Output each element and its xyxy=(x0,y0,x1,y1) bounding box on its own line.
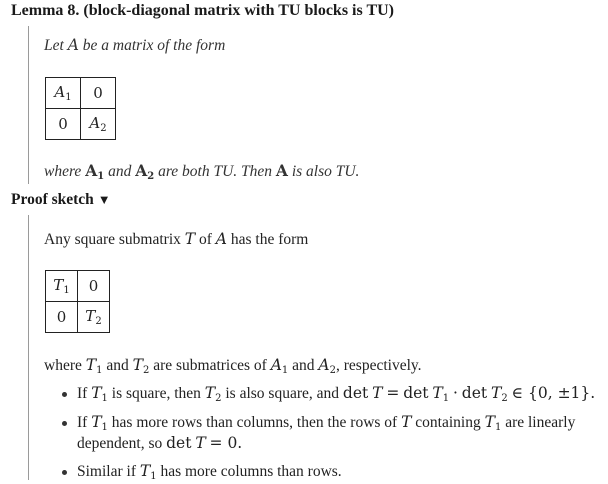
bullet-item-1 xyxy=(77,384,595,404)
conclusion-var-a1-sub: 1 xyxy=(97,171,105,182)
matrix-cell-zero-top: 0 xyxy=(81,78,116,109)
b1-var-t2 xyxy=(205,384,222,402)
bullet-item-2-line-2 xyxy=(77,434,242,453)
b1-var-t1b-sub: 1 xyxy=(442,393,450,404)
b2-var-t2: T xyxy=(195,434,206,452)
proof-sketch-toggle[interactable] xyxy=(11,191,111,209)
proof-intro-var-a: A xyxy=(215,230,227,248)
matrix-cell-a1 xyxy=(46,78,81,109)
conclusion-word: where xyxy=(44,163,82,180)
bullet-text: If xyxy=(77,414,88,431)
bullet-text: has more rows than columns, then the rows of xyxy=(111,414,398,431)
b1-var-t2b-base: T xyxy=(491,384,502,402)
matrix-cell-a2 xyxy=(81,109,116,140)
proof-intro-var-t: T xyxy=(184,230,196,248)
matrix-cell-t1 xyxy=(46,271,78,302)
proof-after-var-t2-base: T xyxy=(132,356,143,374)
bullet-item-3 xyxy=(77,462,342,482)
b1-var-t2b-sub: 2 xyxy=(501,393,508,404)
b1-dot: · xyxy=(452,384,458,402)
proof-after-var-t1 xyxy=(86,356,103,374)
proof-after-var-t2-sub: 2 xyxy=(142,365,150,376)
lemma-intro xyxy=(44,36,225,55)
bullet-text: dependent, so xyxy=(77,435,163,452)
b1-var-t2b xyxy=(491,384,508,402)
matrix-cell-a2-sub: 2 xyxy=(100,123,107,134)
proof-after-var-a2-sub: 2 xyxy=(329,365,336,376)
bullet-text: Similar if xyxy=(77,463,136,480)
b2-var-t1-base: T xyxy=(91,413,102,431)
bullet-item-2 xyxy=(77,413,575,433)
lemma-intro-suffix: be a matrix of the form xyxy=(82,37,226,54)
proof-after-text: , respectively. xyxy=(336,357,422,374)
b2-var-t1-sub: 1 xyxy=(101,422,108,433)
lemma-left-rule xyxy=(28,26,29,184)
proof-after-text: where xyxy=(44,357,82,374)
bullet-text: is also square, and xyxy=(225,385,340,402)
proof-after-var-t1-base: T xyxy=(85,356,97,374)
conclusion-var-a2-base: A xyxy=(135,161,148,180)
matrix-cell-t2-base: T xyxy=(85,307,96,325)
b3-var-t1-sub: 1 xyxy=(150,471,157,482)
proof-intro-text: Any square submatrix xyxy=(44,231,181,248)
b1-var-t1b xyxy=(432,384,449,402)
matrix-cell-t2 xyxy=(78,302,110,333)
proof-after-text: and xyxy=(106,357,129,374)
proof-after-text: and xyxy=(292,357,315,374)
conclusion-word: is also TU. xyxy=(291,163,360,180)
b1-var-t1b-base: T xyxy=(432,384,443,402)
b3-var-t1 xyxy=(140,462,157,480)
b3-var-t1-base: T xyxy=(139,462,151,480)
lemma-intro-prefix: Let xyxy=(44,37,64,54)
lemma-title: Lemma 8. (block-diagonal matrix with TU blocks is TU) xyxy=(11,2,394,19)
b2-var-t1 xyxy=(91,413,108,431)
matrix-cell-t1-base: T xyxy=(53,276,64,294)
b1-det: det xyxy=(403,384,429,402)
bullet-text: are linearly xyxy=(505,414,576,431)
conclusion-var-a2 xyxy=(135,161,154,180)
b1-var-t1-base: T xyxy=(91,384,102,402)
conclusion-var-a: A xyxy=(275,161,288,180)
conclusion-var-a1-base: A xyxy=(85,161,98,180)
conclusion-word: are both TU. Then xyxy=(158,163,273,180)
b2-var-t1b-sub: 1 xyxy=(494,422,502,433)
bullet-text: If xyxy=(77,385,88,402)
b1-det: det xyxy=(342,384,369,402)
proof-intro-text: has the form xyxy=(230,231,309,248)
matrix-cell-zero-bottom: 0 xyxy=(46,302,78,333)
proof-after-var-t1-sub: 1 xyxy=(96,365,103,376)
proof-after-var-a1 xyxy=(271,356,289,374)
b1-tail: ∈ {0, ±1}. xyxy=(511,384,596,402)
proof-sketch-label: Proof sketch xyxy=(11,191,94,208)
matrix-cell-zero-top: 0 xyxy=(78,271,110,302)
matrix-cell-a1-sub: 1 xyxy=(65,92,72,103)
proof-left-rule xyxy=(28,215,29,480)
lemma-intro-var: A xyxy=(67,36,79,54)
bullet-text: containing xyxy=(415,414,481,431)
b1-var-t2-base: T xyxy=(204,384,216,402)
b2-det: det xyxy=(166,434,192,452)
proof-after-var-a1-base: A xyxy=(270,356,282,374)
b1-var-t2-sub: 2 xyxy=(215,393,222,404)
matrix-cell-t1-sub: 1 xyxy=(63,285,70,296)
matrix-cell-zero-bottom: 0 xyxy=(46,109,81,140)
lemma-block-matrix xyxy=(45,77,116,140)
lemma-conclusion xyxy=(44,161,359,182)
proof-after-matrix xyxy=(44,356,422,376)
bullet-dot xyxy=(62,421,67,426)
conclusion-var-a1 xyxy=(85,161,104,180)
proof-block-matrix xyxy=(45,270,110,333)
proof-after-var-a2-base: A xyxy=(318,356,330,374)
proof-intro-text: of xyxy=(198,231,212,248)
b2-var-t1b-base: T xyxy=(484,413,495,431)
b1-equals: = xyxy=(386,384,400,402)
b2-var-t1b xyxy=(485,413,502,431)
proof-after-text: are submatrices of xyxy=(153,357,267,374)
proof-after-var-a2 xyxy=(318,356,336,374)
matrix-cell-t2-sub: 2 xyxy=(95,316,102,327)
b2-var-t: T xyxy=(401,413,412,431)
b2-tail: = 0. xyxy=(209,434,243,452)
proof-after-var-t2 xyxy=(133,356,150,374)
triangle-down-icon: ▼ xyxy=(97,192,111,207)
matrix-cell-a1-base: A xyxy=(54,83,66,101)
bullet-text: is square, then xyxy=(111,385,201,402)
b1-det: det xyxy=(461,384,488,402)
bullet-text: has more columns than rows. xyxy=(160,463,342,480)
conclusion-var-a2-sub: 2 xyxy=(147,171,155,182)
bullet-dot xyxy=(62,392,67,397)
bullet-dot xyxy=(62,470,67,475)
b1-var-t1-sub: 1 xyxy=(101,393,108,404)
b1-var-t1 xyxy=(91,384,108,402)
b1-var-t: T xyxy=(372,384,383,402)
proof-after-var-a1-sub: 1 xyxy=(281,365,289,376)
proof-intro xyxy=(44,230,308,249)
matrix-cell-a2-base: A xyxy=(89,114,101,132)
conclusion-word: and xyxy=(108,163,132,180)
